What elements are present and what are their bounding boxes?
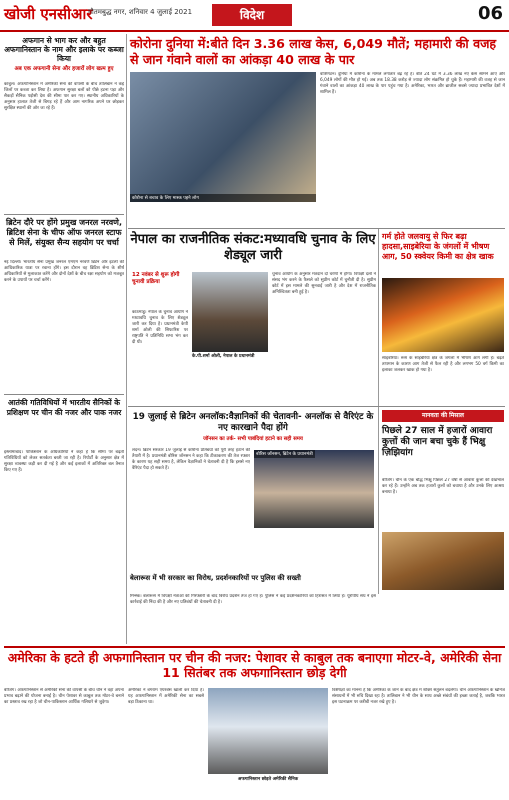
page-number: 06 [477, 3, 503, 24]
belarus-headline: बेलारूस में भी सरकार का विरोध, प्रदर्शनकारियों पर पुलिस की सख्ती [130, 574, 301, 582]
left-story1-subheadline: अब एक अफगानी सेना और हजारों लोग खत्म हुए [14, 66, 114, 72]
nepal-photo-caption: के.पी.शर्मा ओली, नेपाल के प्रधानमंत्री [192, 354, 255, 359]
column-divider [378, 228, 379, 594]
monk-dogs-body: बीजिंग। चीन के एक बौद्ध भिक्षु पिछले 27 वर्षों से आवारा कुत्तों की देखभाल कर रहे हैं। उन्होंने अब तक हजारों कुत्तों को बचाया है और उनके लिए आश्रय बनाया है। [382, 478, 504, 495]
nepal-headline: नेपाल का राजनीतिक संकट:मध्यावधि चुनाव के लिए शेड्यूल जारी [130, 232, 376, 263]
monk-with-dogs-photo [382, 532, 504, 590]
left-story3-body: इस्लामाबाद। पाकिस्तान के अधिकारियों ने कहा है कि सीमा पर बढ़ती गतिविधियों को लेकर सतर्कता बरती जा रही है। रिपोर्टों के अनुसार क्षेत्र में सुरक्षा व्यवस्था कड़ी कर दी गई है और कई इलाकों में अतिरिक्त बल तैनात किए गए हैं। [4, 450, 124, 473]
nepal-kicker: 12 नवंबर से शुरू होगी चुनावी प्रक्रिया [132, 272, 180, 285]
boris-johnson-photo [254, 450, 374, 528]
left-story1-headline: अफगान से भाग कर और बहुत अफगानिस्तान के नाम और इलाके पर कब्जा किया [4, 36, 124, 63]
top-story-body: वॉशिंगटन। दुनिया में कोरोना के मामले लगातार बढ़ रहे हैं। बीते 24 घंटे में 3.36 लाख नए केस सामने आए और 6,049 लोगों की मौत हो गई। अब तक 18.38 करोड़ से ज्यादा लोग संक्रमित हो चुके हैं। महामारी की वजह से जान गंवाने वालों का आंकड़ा 40 लाख के पार पहुंच गया है। अमेरिका, भारत और ब्राजील सबसे ज्यादा प्रभावित देशों में शामिल हैं। [320, 72, 505, 95]
nepal-pm-photo [192, 272, 268, 352]
belarus-body: मिन्स्क। बेलारूस में विपक्षी नेताओं की गिरफ्तारी के बाद विरोध प्रदर्शन तेज हो गए हैं। पुलिस ने कई प्रदर्शनकारियों को हिरासत में लिया है। यूरोपीय संघ ने इस कार्रवाई की निंदा की है और नए प्रतिबंधों की चेतावनी दी है। [130, 594, 376, 605]
section-divider [4, 214, 124, 215]
fire-headline: गर्म होते जलवायु से फिर बढ़ा हादसा,साइबेरिया के जंगलों में भीषण आग, 50 स्क्वेयर किमी का क्षेत्र खाक [382, 232, 494, 261]
nepal-body-continued: चुनाव आयोग के अनुसार मतदान दो चरणों में होगा। विपक्षी दलों ने संसद भंग करने के फैसले को सुप्रीम कोर्ट में चुनौती दी है। सुप्रीम कोर्ट में इस मामले की सुनवाई जारी है और देश में राजनीतिक अनिश्चितता बनी हुई है। [272, 272, 376, 295]
bottom-photo-caption: अफगानिस्तान छोड़ते अमेरिकी सैनिक [237, 777, 299, 782]
britain-photo-caption: बोरिस जॉनसन, ब्रिटेन के प्रधानमंत्री [256, 452, 313, 457]
britain-body: लंदन। ब्रिटेन सरकार 19 जुलाई से कोरोना प्रतिबंधों को पूरी तरह हटाने की तैयारी में है। प्रधानमंत्री बोरिस जॉनसन ने कहा कि टीकाकरण की तेज रफ्तार के कारण यह सही समय है, लेकिन वैज्ञानिकों ने चेतावनी दी है कि इससे नए वैरिएंट पैदा हो सकते हैं। [132, 448, 250, 471]
monk-dogs-headline: पिछले 27 साल में हजारों आवारा कुत्तों की जान बचा चुके हैं भिक्षु ज़िझियांग [382, 426, 493, 458]
bottom-story-body: बीजिंग। अफगानिस्तान से अमेरिकी सेना की वापसी के बीच चीन ने वहां अपना प्रभाव बढ़ाने की योजना बनाई है। चीन पेशावर से काबुल तक मोटर-वे बनाने का प्रस्ताव रख रहा है जो चीन-पाकिस्तान आर्थिक गलियारे से जुड़ेगा। [4, 688, 124, 705]
britain-headline: 19 जुलाई से ब्रिटेन अनलॉक:वैज्ञानिकों की चेतावनी- अनलॉक से वैरिएंट के नए कारखाने पैदा होंगे [132, 412, 374, 433]
section-divider [4, 394, 124, 395]
column-divider [126, 34, 127, 644]
bottom-story-body-3: विशेषज्ञों का मानना है कि अमेरिका के जाने के बाद क्षेत्र में शक्ति संतुलन बदलेगा। चीन अफगानिस्तान के खनिज संसाधनों में भी रुचि दिखा रहा है। तालिबान ने भी चीन के साथ अच्छे संबंधों की इच्छा जताई है, जबकि भारत इस घटनाक्रम पर करीबी नजर रखे हुए है। [332, 688, 505, 705]
bottom-story-body-2: अमेरिका ने बगराम एयरबेस खाली कर दिया है। यह अफगानिस्तान में अमेरिकी सेना का सबसे बड़ा ठिकाना था। [128, 688, 204, 705]
fire-body: साइबेरिया। रूस के साइबेरिया क्षेत्र के जंगलों में भीषण आग लगी है। बढ़ते तापमान के कारण आग तेजी से फैल रही है और लगभग 50 वर्ग किमी का इलाका जलकर खाक हो गया है। [382, 356, 504, 373]
section-divider [4, 646, 505, 648]
left-story2-body: नई दिल्ली। भारतीय सेना प्रमुख जनरल एमएम नरवणे ब्रिटेन और इटली की आधिकारिक यात्रा पर रवाना होंगे। इस दौरान वह ब्रिटिश सेना के शीर्ष अधिकारियों से मुलाकात करेंगे और दोनों देशों के बीच रक्षा सहयोग को मजबूत करने के उपायों पर चर्चा करेंगे। [4, 260, 124, 283]
left-story1-body: काबुल। अफगानिस्तान में अमेरिकी सेना की वापसी के बीच तालिबान ने कई जिलों पर कब्जा कर लिया है। अफगान सुरक्षा बलों को पीछे हटना पड़ा और सैकड़ों सैनिक पड़ोसी देश की सीमा पार कर गए। स्थानीय अधिकारियों के अनुसार हालात तेजी से बिगड़ रहे हैं और आम नागरिक अपने घर छोड़कर सुरक्षित स्थानों की ओर जा रहे हैं। [4, 82, 124, 111]
forest-fire-photo [382, 278, 504, 352]
britain-subheadline: जॉनसन का तर्क- सभी पाबंदियां हटाने का सही समय [203, 436, 303, 442]
us-aircraft-photo [208, 688, 328, 774]
section-label: विदेश [212, 4, 292, 26]
bottom-story-headline: अमेरिका के हटते ही अफगानिस्तान पर चीन की नजर: पेशावर से काबुल तक बनाएगा मोटर-वे, अमेरिकी सेना 11 सितंबर तक अफगानिस्तान छोड़ देगी [7, 650, 502, 680]
corona-photo [130, 72, 316, 202]
left-story2-headline: ब्रिटेन दौरे पर होंगे प्रमुख जनरल नरवणे, ब्रिटिश सेना के चीफ ऑफ जनरल स्टाफ से मिलें, संयुक्त सैन्य सहयोग पर चर्चा [6, 218, 122, 247]
dateline: गौतमबुद्ध नगर, शनिवार 4 जुलाई 2021 [88, 8, 193, 16]
masthead-logo: खोजी एनसीआर [4, 5, 93, 23]
section-divider [128, 228, 505, 229]
corona-photo-caption: कोरोना से बचाव के लिए मास्क पहने लोग [130, 194, 316, 202]
section-tag: मानवता की मिसाल [382, 410, 504, 422]
left-story3-headline: आतंकी गतिविधियों में भारतीय सैनिकों के प्रशिक्षण पर चीन की नजर और पाक नजर [6, 398, 122, 417]
top-story-headline: कोरोना दुनिया में:बीते दिन 3.36 लाख केस, 6,049 मौतें; महामारी की वजह से जान गंवाने वालों का आंकड़ा 40 लाख के पार [130, 36, 497, 67]
nepal-body: काठमांडू। नेपाल के चुनाव आयोग ने मध्यावधि चुनाव के लिए शेड्यूल जारी कर दिया है। प्रधानमंत्री केपी शर्मा ओली की सिफारिश पर राष्ट्रपति ने प्रतिनिधि सभा भंग कर दी थी। [132, 310, 188, 345]
page-header [0, 0, 509, 32]
